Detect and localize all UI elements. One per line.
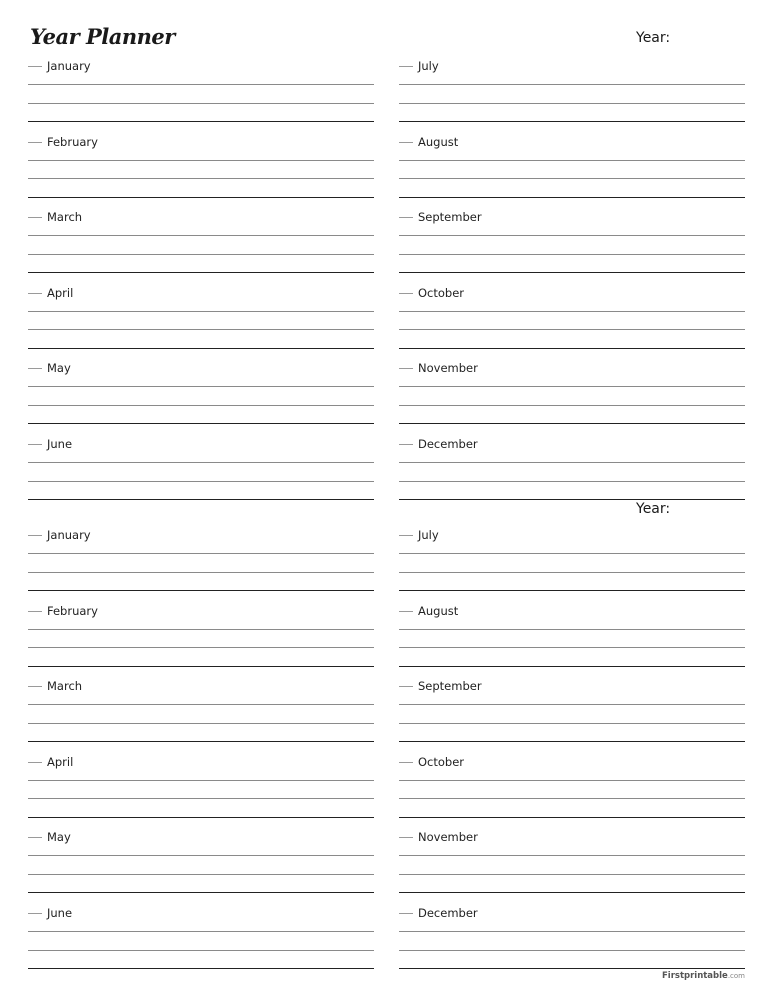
writing-line[interactable] [399, 311, 745, 312]
writing-line[interactable] [399, 798, 745, 799]
writing-line[interactable] [28, 572, 374, 573]
month-label: February [47, 135, 104, 149]
writing-line[interactable] [28, 235, 374, 236]
month-block [28, 755, 374, 831]
month-header-line [399, 535, 745, 536]
writing-line[interactable] [399, 84, 745, 85]
month-label: June [47, 906, 78, 920]
month-block [28, 679, 374, 755]
month-block [28, 286, 374, 362]
footer-brand-domain: .com [727, 972, 745, 980]
month-label: August [418, 604, 464, 618]
writing-line[interactable] [28, 481, 374, 482]
writing-line[interactable] [28, 874, 374, 875]
month-dash [28, 762, 42, 763]
writing-line[interactable] [28, 423, 374, 424]
writing-line[interactable] [28, 723, 374, 724]
writing-line[interactable] [399, 874, 745, 875]
month-header [28, 679, 374, 693]
writing-line[interactable] [28, 590, 374, 591]
month-header [28, 135, 374, 149]
month-dash [28, 142, 42, 143]
writing-line[interactable] [399, 647, 745, 648]
month-label: November [418, 830, 484, 844]
month-header [28, 755, 374, 769]
writing-line[interactable] [399, 423, 745, 424]
month-header-line [28, 762, 374, 763]
writing-line[interactable] [28, 386, 374, 387]
month-header-line [28, 837, 374, 838]
month-header [399, 679, 745, 693]
month-dash [28, 535, 42, 536]
writing-line[interactable] [399, 590, 745, 591]
month-dash [399, 444, 413, 445]
month-header [399, 286, 745, 300]
month-block [399, 437, 745, 513]
month-header [28, 604, 374, 618]
month-label: December [418, 906, 484, 920]
month-label: July [418, 528, 445, 542]
month-header [399, 604, 745, 618]
writing-line[interactable] [399, 499, 745, 500]
writing-line[interactable] [399, 160, 745, 161]
month-header-line [28, 444, 374, 445]
month-label: May [47, 361, 77, 375]
writing-line[interactable] [399, 178, 745, 179]
writing-line[interactable] [399, 931, 745, 932]
month-header-line [28, 293, 374, 294]
writing-line[interactable] [399, 197, 745, 198]
writing-line[interactable] [399, 817, 745, 818]
writing-line[interactable] [28, 553, 374, 554]
month-dash [28, 66, 42, 67]
writing-line[interactable] [399, 121, 745, 122]
month-header [28, 528, 374, 542]
month-header [399, 830, 745, 844]
writing-line[interactable] [28, 704, 374, 705]
month-dash [28, 293, 42, 294]
writing-line[interactable] [399, 405, 745, 406]
month-dash [399, 913, 413, 914]
writing-line[interactable] [28, 462, 374, 463]
month-label: January [47, 59, 97, 73]
month-header-line [28, 368, 374, 369]
month-header [28, 59, 374, 73]
writing-line[interactable] [399, 968, 745, 969]
month-label: March [47, 679, 88, 693]
month-dash [399, 217, 413, 218]
writing-line[interactable] [399, 892, 745, 893]
month-dash [28, 368, 42, 369]
month-block [399, 604, 745, 680]
writing-line[interactable] [399, 723, 745, 724]
writing-line[interactable] [399, 741, 745, 742]
year-label-bottom: Year: [636, 501, 671, 517]
month-block [28, 528, 374, 604]
writing-line[interactable] [28, 780, 374, 781]
month-header [399, 437, 745, 451]
writing-line[interactable] [28, 84, 374, 85]
writing-line[interactable] [28, 178, 374, 179]
month-dash [399, 66, 413, 67]
writing-line[interactable] [28, 272, 374, 273]
month-header [28, 286, 374, 300]
month-block [399, 135, 745, 211]
month-block [28, 604, 374, 680]
month-header [28, 906, 374, 920]
month-label: December [418, 437, 484, 451]
writing-line[interactable] [28, 666, 374, 667]
writing-line[interactable] [399, 666, 745, 667]
month-block [399, 59, 745, 135]
month-dash [399, 368, 413, 369]
writing-line[interactable] [28, 499, 374, 500]
page-title: Year Planner [30, 24, 175, 49]
month-header [399, 210, 745, 224]
writing-line[interactable] [399, 553, 745, 554]
writing-line[interactable] [28, 197, 374, 198]
writing-line[interactable] [399, 572, 745, 573]
writing-line[interactable] [399, 235, 745, 236]
writing-line[interactable] [28, 254, 374, 255]
writing-line[interactable] [399, 704, 745, 705]
month-header [28, 830, 374, 844]
month-block [28, 437, 374, 513]
month-label: May [47, 830, 77, 844]
month-dash [399, 762, 413, 763]
writing-line[interactable] [399, 386, 745, 387]
month-dash [28, 913, 42, 914]
month-dash [399, 837, 413, 838]
month-header-line [399, 66, 745, 67]
month-block [28, 906, 374, 982]
month-header [28, 437, 374, 451]
month-dash [28, 444, 42, 445]
writing-line[interactable] [399, 855, 745, 856]
footer-brand-name: Firstprintable [661, 971, 728, 981]
month-header [399, 755, 745, 769]
writing-line[interactable] [28, 405, 374, 406]
month-block [399, 210, 745, 286]
month-dash [399, 142, 413, 143]
writing-line[interactable] [399, 462, 745, 463]
writing-line[interactable] [399, 780, 745, 781]
month-dash [28, 611, 42, 612]
month-block [28, 210, 374, 286]
writing-line[interactable] [28, 855, 374, 856]
month-dash [399, 535, 413, 536]
writing-line[interactable] [28, 892, 374, 893]
month-header [28, 361, 374, 375]
month-dash [28, 837, 42, 838]
month-block [28, 59, 374, 135]
month-dash [28, 686, 42, 687]
month-block [399, 679, 745, 755]
month-header [399, 528, 745, 542]
month-label: March [47, 210, 88, 224]
writing-line[interactable] [399, 254, 745, 255]
writing-line[interactable] [28, 798, 374, 799]
month-block [399, 830, 745, 906]
writing-line[interactable] [28, 741, 374, 742]
writing-line[interactable] [399, 950, 745, 951]
writing-line[interactable] [399, 103, 745, 104]
month-block [28, 361, 374, 437]
month-label: September [418, 679, 488, 693]
writing-line[interactable] [28, 647, 374, 648]
month-block [28, 135, 374, 211]
month-label: October [418, 755, 470, 769]
month-block [399, 361, 745, 437]
writing-line[interactable] [28, 348, 374, 349]
year-label-top: Year: [636, 30, 671, 46]
month-label: October [418, 286, 470, 300]
month-dash [399, 611, 413, 612]
month-dash [399, 686, 413, 687]
footer-brand [662, 971, 745, 981]
writing-line[interactable] [28, 329, 374, 330]
month-header [399, 135, 745, 149]
writing-line[interactable] [399, 348, 745, 349]
month-block [399, 528, 745, 604]
month-header [399, 361, 745, 375]
writing-line[interactable] [399, 329, 745, 330]
month-label: November [418, 361, 484, 375]
writing-line[interactable] [399, 272, 745, 273]
writing-line[interactable] [28, 931, 374, 932]
month-label: August [418, 135, 464, 149]
month-label: April [47, 286, 79, 300]
writing-line[interactable] [28, 160, 374, 161]
writing-line[interactable] [28, 950, 374, 951]
writing-line[interactable] [28, 311, 374, 312]
month-dash [399, 293, 413, 294]
month-label: February [47, 604, 104, 618]
month-label: January [47, 528, 97, 542]
writing-line[interactable] [399, 629, 745, 630]
writing-line[interactable] [28, 817, 374, 818]
month-label: April [47, 755, 79, 769]
month-header [399, 59, 745, 73]
month-label: June [47, 437, 78, 451]
month-block [28, 830, 374, 906]
month-dash [28, 217, 42, 218]
month-label: September [418, 210, 488, 224]
month-header [399, 906, 745, 920]
month-block [399, 286, 745, 362]
writing-line[interactable] [399, 481, 745, 482]
month-block [399, 755, 745, 831]
writing-line[interactable] [28, 629, 374, 630]
writing-line[interactable] [28, 103, 374, 104]
writing-line[interactable] [28, 968, 374, 969]
month-header [28, 210, 374, 224]
month-header-line [28, 913, 374, 914]
writing-line[interactable] [28, 121, 374, 122]
month-label: July [418, 59, 445, 73]
